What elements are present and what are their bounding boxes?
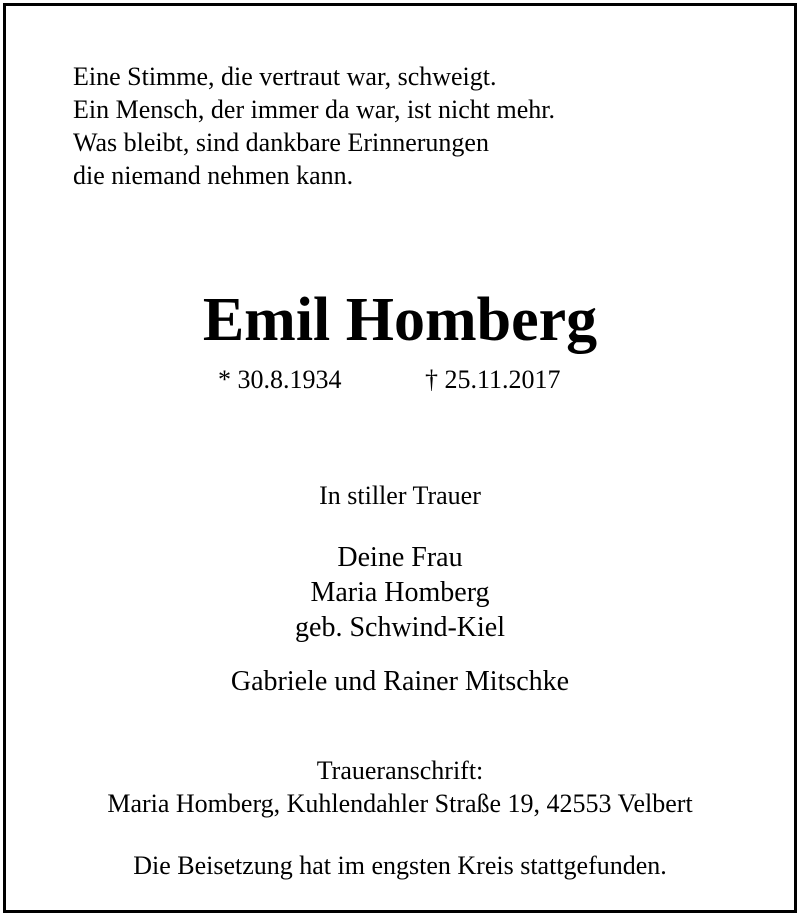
spouse-maiden-name: geb. Schwind-Kiel bbox=[295, 612, 505, 643]
other-mourners: Gabriele und Rainer Mitschke bbox=[230, 666, 570, 697]
poem-line: Was bleibt, sind dankbare Erinnerungen bbox=[73, 128, 489, 157]
death-date: † 25.11.2017 bbox=[425, 365, 561, 394]
deceased-name: Emil Homberg bbox=[202, 286, 598, 354]
spouse-name: Maria Homberg bbox=[310, 577, 490, 608]
poem-line: die niemand nehmen kann. bbox=[73, 161, 354, 190]
birth-date: * 30.8.1934 bbox=[218, 365, 342, 394]
funeral-note: Die Beisetzung hat im engsten Kreis stattgefunden. bbox=[133, 851, 667, 880]
mourning-line: In stiller Trauer bbox=[319, 481, 481, 510]
address-label: Traueranschrift: bbox=[316, 756, 484, 785]
poem-line: Ein Mensch, der immer da war, ist nicht mehr. bbox=[73, 95, 556, 124]
spouse-title: Deine Frau bbox=[337, 542, 463, 573]
poem-line: Eine Stimme, die vertraut war, schweigt. bbox=[73, 62, 497, 91]
address-line: Maria Homberg, Kuhlendahler Straße 19, 42553 Velbert bbox=[107, 789, 693, 818]
poem bbox=[73, 60, 555, 192]
